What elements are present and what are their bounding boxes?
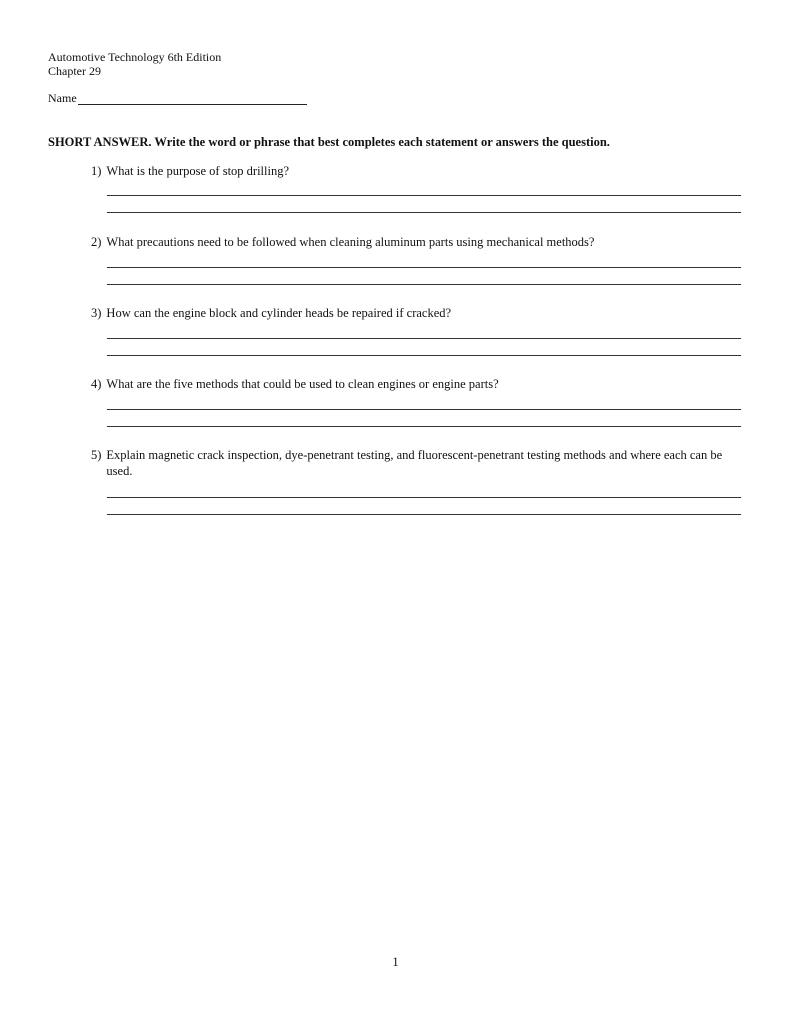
question-number: 5) <box>91 448 102 462</box>
question-2 <box>91 234 751 250</box>
question-text: What precautions need to be followed when cleaning aluminum parts using mechanical methods? <box>106 235 595 249</box>
question-5 <box>91 447 751 479</box>
answer-line[interactable] <box>107 497 741 498</box>
name-label: Name <box>48 91 77 105</box>
question-number: 2) <box>91 235 102 249</box>
question-text: What are the five methods that could be used to clean engines or engine parts? <box>106 377 499 391</box>
answer-line[interactable] <box>107 426 741 427</box>
question-text: What is the purpose of stop drilling? <box>106 164 290 178</box>
answer-line[interactable] <box>107 409 741 410</box>
answer-line[interactable] <box>107 514 741 515</box>
section-instructions: SHORT ANSWER. Write the word or phrase that best completes each statement or answers the question. <box>48 135 610 149</box>
answer-line[interactable] <box>107 355 741 356</box>
question-3 <box>91 305 751 321</box>
question-number: 3) <box>91 306 102 320</box>
answer-line[interactable] <box>107 212 741 213</box>
document-header <box>48 50 221 78</box>
question-text: How can the engine block and cylinder heads be repaired if cracked? <box>106 306 452 320</box>
question-4 <box>91 376 751 392</box>
book-title: Automotive Technology 6th Edition <box>48 50 222 64</box>
question-1 <box>91 163 751 179</box>
name-blank-line[interactable] <box>78 92 307 105</box>
chapter-label: Chapter 29 <box>48 64 101 78</box>
question-number: 4) <box>91 377 102 391</box>
question-number: 1) <box>91 164 102 178</box>
answer-line[interactable] <box>107 195 741 196</box>
name-field <box>48 91 307 105</box>
answer-line[interactable] <box>107 338 741 339</box>
question-text: Explain magnetic crack inspection, dye-penetrant testing, and fluorescent-penetrant testing methods and where each can be used. <box>106 448 723 478</box>
answer-line[interactable] <box>107 267 741 268</box>
page-number: 1 <box>392 955 399 969</box>
answer-line[interactable] <box>107 284 741 285</box>
